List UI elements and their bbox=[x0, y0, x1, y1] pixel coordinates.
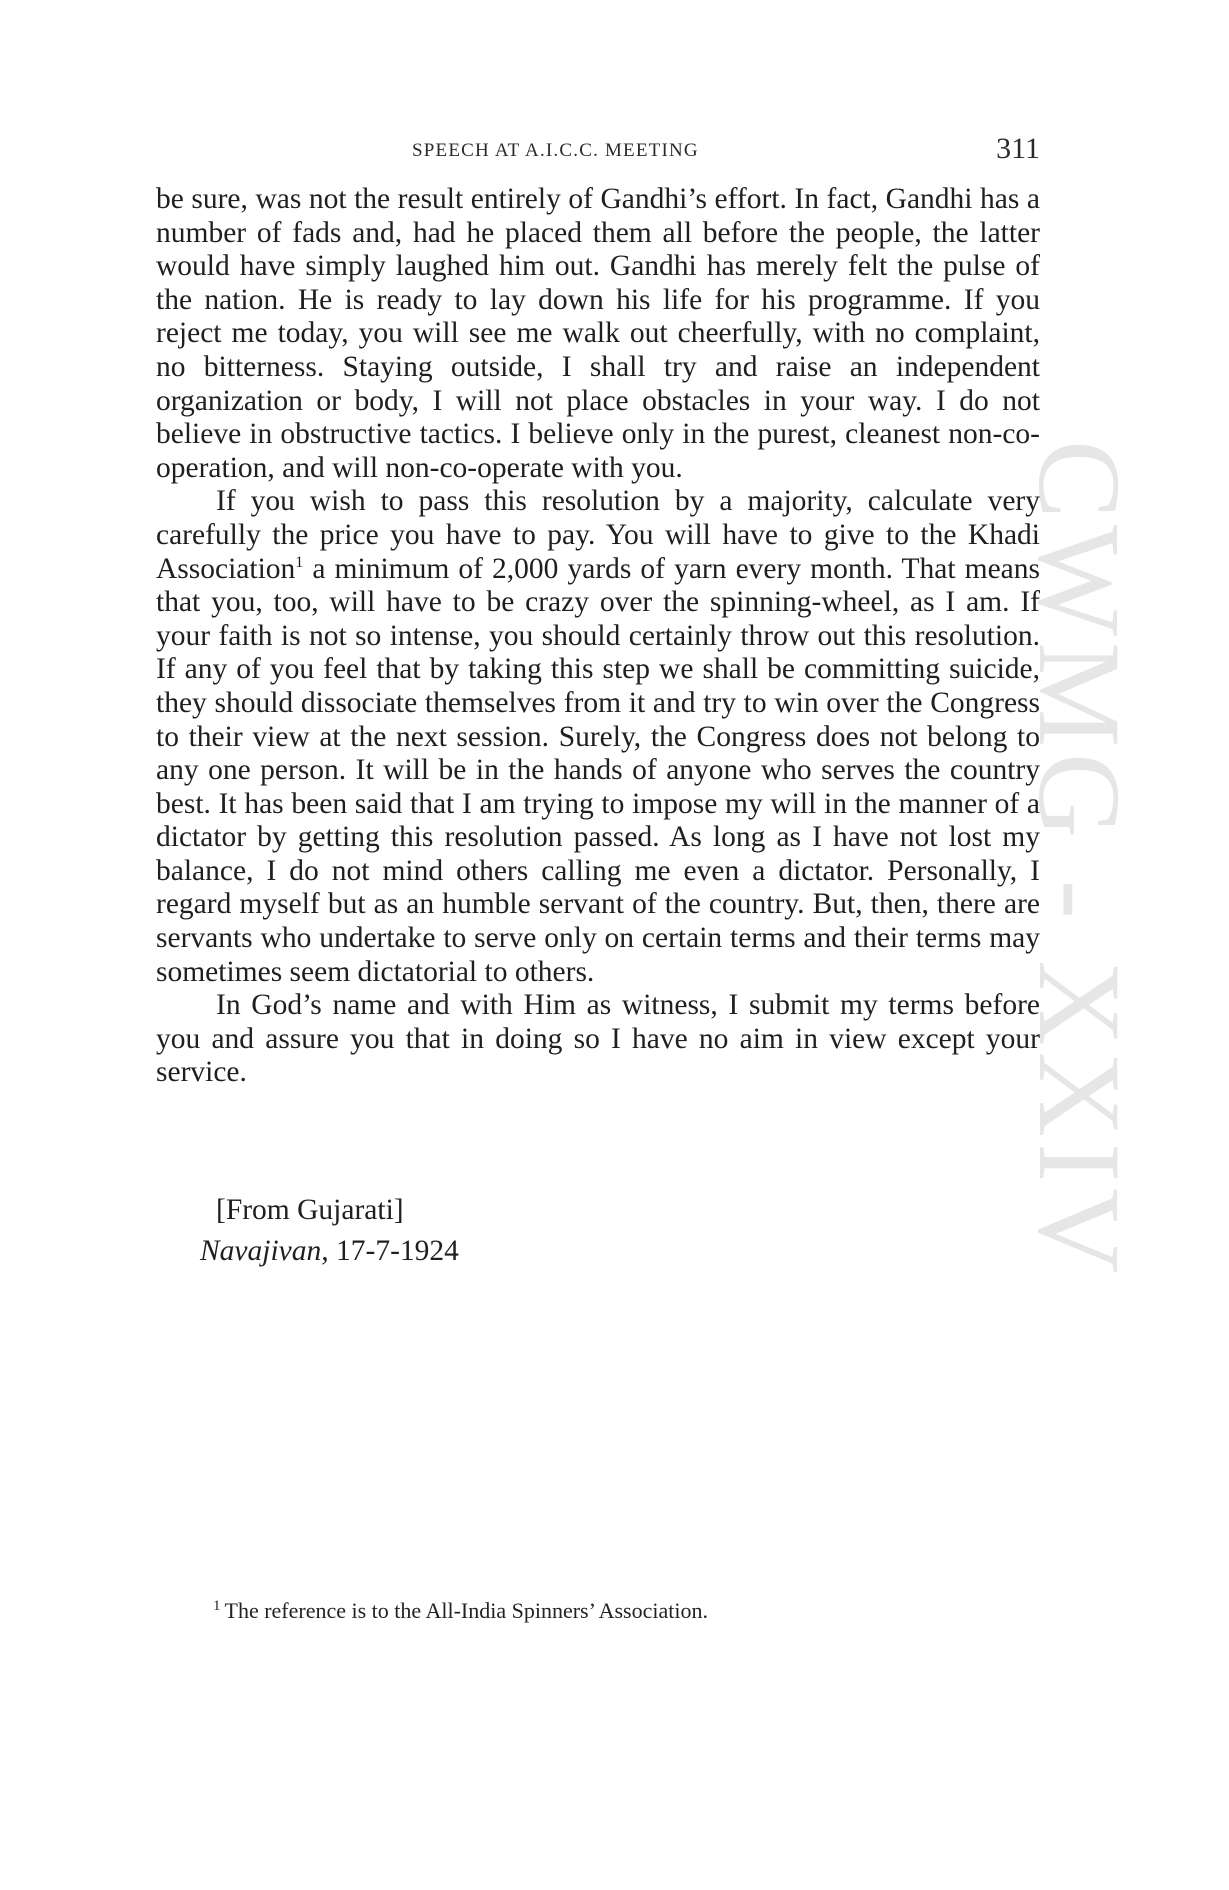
footnote-mark: 1 bbox=[213, 1597, 221, 1614]
footnote-text: The reference is to the All-India Spinners’ Association. bbox=[224, 1598, 708, 1623]
page-number: 311 bbox=[996, 132, 1040, 165]
paragraph-1: be sure, was not the result entirely of Gandhi’s effort. In fact, Gandhi has a number of fads and, had he placed them all before the people, the latter would have simply laughed him out. Gandhi has merely felt the pulse of the nation. He is ready to lay down his life for his programme. If you reject me today, you will see me walk out cheerfully, with no complaint, no bitterness. Staying outside, I shall try and raise an independent organization or body, I will not place obstacles in your way. I do not believe in obstructive tactics. I believe only in the purest, cleanest non-co-operation, and will non-co-operate with you. bbox=[156, 183, 1040, 484]
paragraph-2-part-b: a minimum of 2,000 yards of yarn every month. That means that you, too, will have to be crazy over the spinning-wheel, as I am. If your faith is not so intense, you should certainly throw out this resolution. If any of you feel that by taking this step we shall be committing suicide, they should dissociate themselves from it and try to win over the Congress to their view at the next session. Surely, the Congress does not belong to any one person. It will be in the hands of anyone who serves the country best. It has been said that I am trying to impose my will in the manner of a dictator by getting this resolution passed. As long as I have not lost my balance, I do not mind others calling me even a dictator. Personally, I regard myself but as an humble servant of the country. But, then, there are servants who undertake to serve only on certain terms and their terms may sometimes seem dictatorial to others. bbox=[156, 552, 1040, 988]
paragraph-2 bbox=[156, 485, 1040, 989]
main-text bbox=[156, 183, 1040, 1090]
footnote bbox=[213, 1596, 708, 1626]
paragraph-2-part-a: If you wish to pass this resolution by a majority, calculate very carefully the price you have to pay. You will have to give to the Khadi Association bbox=[156, 485, 1040, 585]
citation bbox=[200, 1233, 459, 1269]
publication-date: 17-7-1924 bbox=[336, 1235, 459, 1267]
source-note: [From Gujarati] bbox=[216, 1194, 404, 1226]
watermark-text: CWMG - XXIV bbox=[1014, 440, 1145, 1280]
footnote-reference: 1 bbox=[295, 553, 304, 571]
running-title: SPEECH AT A.I.C.C. MEETING bbox=[412, 140, 699, 161]
paragraph-3: In God’s name and with Him as witness, I submit my terms before you and assure you that in doing so I have no aim in view except your service. bbox=[156, 989, 1040, 1089]
running-head bbox=[156, 132, 1040, 172]
publication-name: Navajivan, bbox=[200, 1235, 329, 1267]
